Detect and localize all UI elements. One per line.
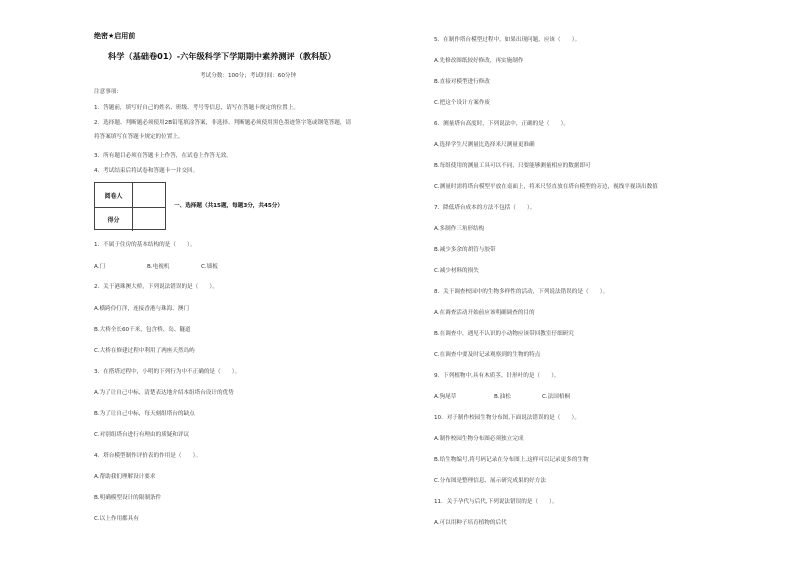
- score-cell[interactable]: [133, 207, 167, 231]
- score-table-row: [95, 207, 165, 231]
- question-5: 5．在制作塔台模型过程中，如果出现问题，应该（ ）。: [434, 37, 581, 43]
- note-line: 3．所有题目必须在答题卡上作答，在试卷上作答无效。: [94, 153, 232, 159]
- q5-option-a: A.先修改图纸较好修改，再实施制作: [434, 58, 524, 64]
- question-3: 3．在搭塔过程中，小明的下列行为中不正确的是（ ）。: [94, 369, 241, 375]
- section-title: 一、选择题（共15题，每题3分，共45分）: [174, 203, 283, 209]
- q1-option-c: C.墙板: [201, 264, 218, 270]
- q7-option-c: C.减少材料的损失: [434, 268, 479, 274]
- q6-option-c: C.测量时需将塔台模型平放在桌面上，将米尺竖直放在塔台模型的旁边，视线平视读出数值: [434, 184, 658, 190]
- q6-option-a: A.选择学生尺测量比选择米尺测量更准确: [434, 142, 535, 148]
- q1-option-a: A.门: [94, 264, 106, 270]
- note-line: 1．答题前，填写好自己的姓名、班级、考号等信息，请写在答题卡规定的位置上。: [94, 105, 299, 111]
- q7-option-b: B.减少多余的胡管与胶带: [434, 247, 496, 253]
- q8-option-c: C.在调查中要及时记录观察到的生物的特点: [434, 352, 541, 358]
- q7-option-a: A.多制作三角形结构: [434, 226, 485, 232]
- question-6: 6．测量塔台高度时，下列说法中，正确的是（ ）。: [434, 121, 570, 127]
- exam-info: 考试分数：100分；考试时间：60分钟: [200, 73, 297, 79]
- q4-option-b: B.明确模型设计的限制条件: [94, 495, 162, 501]
- score-table: [94, 182, 166, 230]
- q5-option-c: C.把这个设计方案作废: [434, 100, 491, 106]
- q6-option-b: B.每组使用的测量工具可以不同，只要能够测量相应的数据即可: [434, 163, 591, 169]
- q9-option-b: B.油松: [494, 394, 511, 400]
- score-label: 得分: [95, 207, 133, 231]
- reviewer-cell[interactable]: [133, 183, 167, 207]
- q9-option-c: C.法国梧桐: [542, 394, 571, 400]
- question-8: 8．关于调查校园中的生物多样性的活动，下列说法错误的是（ ）。: [434, 289, 609, 295]
- q10-option-c: C.分布图是整理信息、展示研究成果的好方法: [434, 478, 546, 484]
- note-line: 2．选择题、判断题必须使用2B铅笔填涂答案，非选择、判断题必须使用黑色墨迹签字笔或钢笔答题，请: [94, 120, 352, 126]
- q8-option-b: B.在调查中，遇见不认识的小动物应该带回教室仔细研究: [434, 331, 574, 337]
- q5-option-b: B.直接对模型进行修改: [434, 79, 490, 85]
- reviewer-label: 阅卷人: [95, 183, 133, 207]
- q10-option-b: B.给生物编号,将号码记录在分布图上,这样可以记录更多的生物: [434, 457, 589, 463]
- q8-option-a: A.在调查活动开始前应该明确调查的目的: [434, 310, 535, 316]
- note-line: 将答案填写在答题卡规定的位置上。: [94, 134, 184, 140]
- q9-option-a: A.狗尾草: [434, 394, 457, 400]
- exam-title: 科学（基础卷01）-六年级科学下学期期中素养测评（教科版）: [108, 51, 336, 61]
- confidential-mark: 绝密★启用前: [94, 32, 136, 40]
- q2-option-c: C.大桥在修建过程中利用了两座天然岛屿: [94, 348, 195, 354]
- q11-option-a: A.可以用种子培育植物的后代: [434, 520, 507, 526]
- q3-option-a: A.为了让自己中标，清楚表达地介绍本组塔台设计的优势: [94, 390, 234, 396]
- note-line: 4．考试结束后将试卷和答题卡一并交回。: [94, 168, 199, 174]
- notes-title: 注意事项：: [94, 89, 122, 95]
- score-table-row: [95, 183, 165, 208]
- question-9: 9．下列植物中,具有木质茎、针形叶的是（ ）。: [434, 373, 560, 379]
- question-1: 1．不属于住房的基本结构的是（ ）。: [94, 242, 196, 248]
- q10-option-a: A.制作校园生物分布图必须独立完成: [434, 436, 524, 442]
- q4-option-c: C.以上作用都具有: [94, 516, 139, 522]
- q2-option-a: A.横跨伶仃洋，连接香港与珠海、澳门: [94, 306, 190, 312]
- q2-option-b: B.大桥全长60千米，包含桥、岛、隧道: [94, 327, 191, 333]
- q3-option-c: C.对别组塔台进行有理由的质疑和评议: [94, 432, 190, 438]
- question-11: 11．关于孕代与后代,下列说法错误的是（ ）。: [434, 499, 558, 505]
- q4-option-a: A.帮助我们理解设计要求: [94, 474, 156, 480]
- question-7: 7．降低塔台成本的方法不包括（ ）。: [434, 205, 536, 211]
- question-2: 2．关于港珠澳大桥，下列说法错误的是（ ）。: [94, 284, 218, 290]
- q3-option-b: B.为了让自己中标，每天刻组塔台的缺点: [94, 411, 195, 417]
- question-10: 10．对于制作校园生物分布图,下面说法错误的是（ ）。: [434, 415, 580, 421]
- q1-option-b: B.电视机: [147, 264, 170, 270]
- question-4: 4．塔台模型制作评价表的作用是（ ）。: [94, 453, 202, 459]
